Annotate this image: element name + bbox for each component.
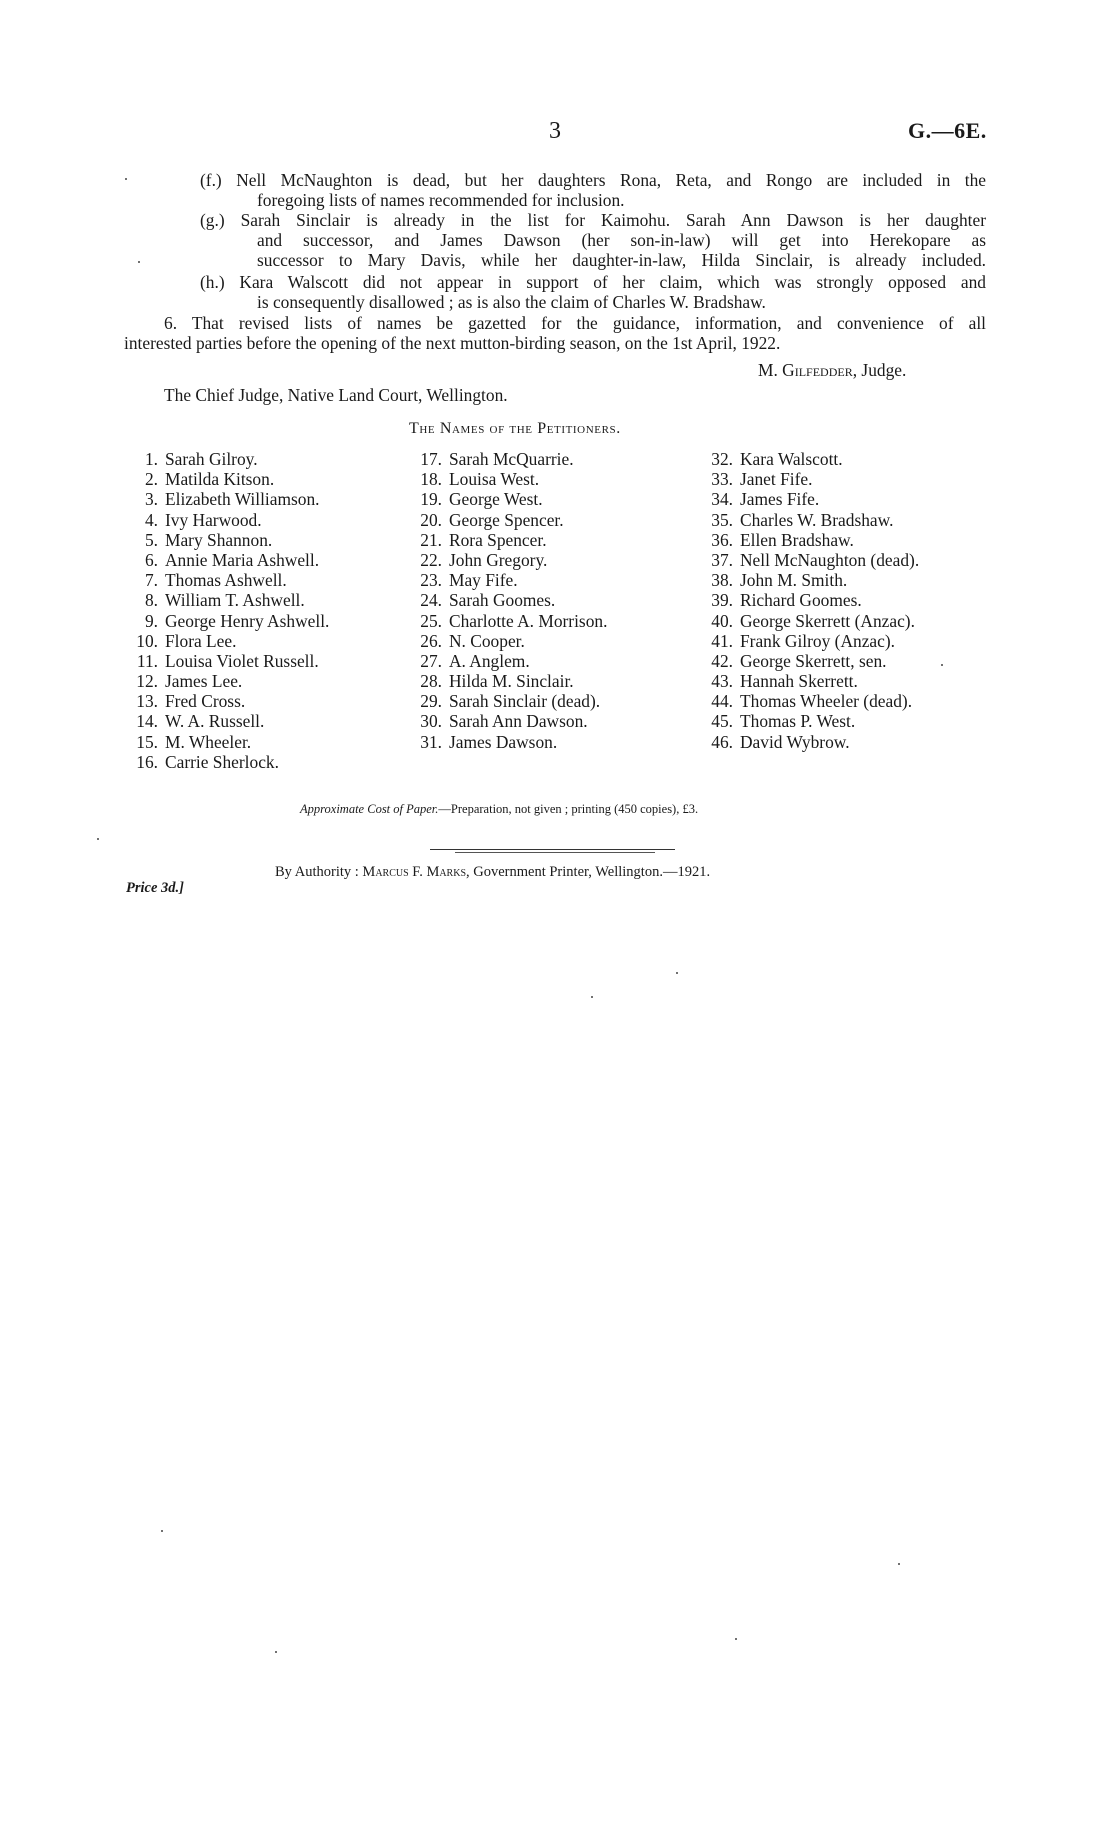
scan-speck [125,178,127,180]
judge-signature [758,360,906,381]
authority-prefix: By Authority : [275,864,363,880]
petitioner-item [688,671,919,691]
petitioner-number: 16. [136,751,158,772]
printer-name: Marcus F. Marks [362,864,467,880]
petitioner-name: Hilda M. Sinclair. [449,671,574,692]
petitioner-number: 22. [420,549,442,570]
paragraph-line: is consequently disallowed ; as is also the claim of Charles W. Bradshaw. [257,292,766,312]
petitioner-item [120,489,329,509]
petitioner-number: 17. [420,449,442,469]
petitioner-name: George West. [449,489,543,510]
petitioner-number: 27. [420,650,442,671]
petitioner-number: 19. [420,489,442,510]
petitioner-number: 38. [711,570,733,591]
petitioner-name: Mary Shannon. [165,529,273,550]
petitioner-number: 26. [420,630,442,651]
petitioner-item [688,550,919,570]
petitioners-column-1 [120,449,329,772]
petitioner-item [402,711,607,731]
petitioner-number: 12. [136,671,158,692]
petitioner-name: Thomas Wheeler (dead). [740,691,913,712]
petitioner-name: Sarah Goomes. [449,590,556,611]
petitioner-number: 1. [144,449,158,469]
petitioner-name: Fred Cross. [165,691,246,712]
petitioner-item [402,510,607,530]
petitioner-name: Frank Gilroy (Anzac). [740,630,896,651]
petitioner-name: Carrie Sherlock. [165,751,279,772]
petitioner-name: James Fife. [740,489,820,510]
petitioner-name: David Wybrow. [740,731,850,752]
scan-speck [898,1563,900,1565]
petitioner-number: 18. [420,469,442,490]
petitioner-item [688,691,919,711]
petitioner-number: 13. [136,691,158,712]
petitioner-name: Annie Maria Ashwell. [165,549,320,570]
petitioner-number: 21. [420,529,442,550]
petitioner-number: 9. [144,610,158,631]
paragraph-line: (f.) Nell McNaughton is dead, but her daughters Rona, Reta, and Rongo are included in the [200,170,986,190]
petitioner-name: Sarah McQuarrie. [449,449,574,469]
petitioner-item [402,530,607,550]
authority-suffix: , Government Printer, Wellington.—1921. [466,864,711,880]
petitioner-name: James Lee. [165,671,243,692]
petitioner-number: 46. [711,731,733,752]
petitioner-item [688,570,919,590]
petitioner-item [120,611,329,631]
petitioner-item [402,671,607,691]
petitioner-item [688,611,919,631]
scan-speck [161,1530,163,1532]
petitioner-item [402,631,607,651]
petitioner-number: 34. [711,489,733,510]
petitioner-name: Janet Fife. [740,469,813,490]
judge-name: Gilfedder [782,360,853,380]
petitioner-item [120,590,329,610]
petitioner-number: 14. [136,711,158,732]
petitioner-name: Flora Lee. [165,630,237,651]
petitioner-item [402,469,607,489]
petitioner-item [402,550,607,570]
petitioner-item [120,732,329,752]
paragraph-6 [124,313,986,353]
petitioner-name: M. Wheeler. [165,731,252,752]
paragraph-h [200,272,986,312]
petitioner-name: Louisa Violet Russell. [165,650,319,671]
paragraph-f [200,170,986,210]
paragraph-line: interested parties before the opening of the next mutton-birding season, on the 1st April, 1922. [124,333,781,353]
petitioner-item [402,651,607,671]
petitioner-item [120,631,329,651]
divider-rule [430,849,675,850]
paragraph-g [200,210,986,270]
petitioner-item [120,469,329,489]
petitioners-column-2 [402,449,607,752]
petitioner-number: 42. [711,650,733,671]
page-number: 3 [549,118,561,144]
petitioner-item [120,530,329,550]
paragraph-line: foregoing lists of names recommended for inclusion. [257,190,625,210]
petitioner-number: 45. [711,711,733,732]
petitioner-name: Nell McNaughton (dead). [740,549,920,570]
petitioner-number: 23. [420,570,442,591]
petitioner-number: 37. [711,549,733,570]
petitioner-name: John Gregory. [449,549,548,570]
paragraph-line: (h.) Kara Walscott did not appear in support of her claim, which was strongly opposed and [200,272,986,292]
petitioner-name: Charles W. Bradshaw. [740,509,894,530]
petitioner-name: Thomas Ashwell. [165,570,287,591]
petitioner-number: 7. [144,570,158,591]
petitioner-number: 11. [136,650,158,671]
petitioner-item [688,469,919,489]
petitioner-number: 36. [711,529,733,550]
petitioner-number: 10. [136,630,158,651]
petitioner-number: 31. [420,731,442,752]
petitioner-number: 20. [420,509,442,530]
document-reference: G.—6E. [908,118,987,143]
petitioner-number: 28. [420,671,442,692]
petitioner-name: Sarah Ann Dawson. [449,711,588,732]
scan-speck [138,261,140,263]
petitioner-name: George Spencer. [449,509,564,530]
petitioner-item [688,732,919,752]
paragraph-line: (g.) Sarah Sinclair is already in the list for Kaimohu. Sarah Ann Dawson is her daughter [200,210,986,230]
petitioner-item [688,651,919,671]
petitioner-number: 39. [711,590,733,611]
petitioner-name: N. Cooper. [449,630,525,651]
petitioner-name: Ivy Harwood. [165,509,262,530]
paragraph-line: and successor, and James Dawson (her son-in-law) will get into Herekopare as [257,230,986,250]
petitioner-name: Elizabeth Williamson. [165,489,320,510]
scan-speck [735,1638,737,1640]
petitioner-name: W. A. Russell. [165,711,265,732]
petitioner-name: Sarah Sinclair (dead). [449,691,601,712]
petitioner-item [688,631,919,651]
petitioner-item [120,510,329,530]
petitioner-name: Matilda Kitson. [165,469,275,490]
petitioner-number: 15. [136,731,158,752]
petitioner-name: Ellen Bradshaw. [740,529,854,550]
petitioner-name: Richard Goomes. [740,590,862,611]
petitioner-item [688,510,919,530]
petitioner-name: George Skerrett, sen. [740,650,887,671]
petitioner-item [402,590,607,610]
petitioner-name: Kara Walscott. [740,449,843,469]
petitioner-item [120,711,329,731]
petitioner-name: May Fife. [449,570,518,591]
petitioner-item [688,711,919,731]
scan-speck [941,664,943,666]
petitioner-item [402,449,607,469]
petitioner-item [120,752,329,772]
petitioner-number: 4. [144,509,158,530]
addressee: The Chief Judge, Native Land Court, Wellington. [164,385,508,405]
paragraph-line: successor to Mary Davis, while her daughter-in-law, Hilda Sinclair, is already included. [257,250,986,270]
petitioner-item [402,489,607,509]
petitioner-number: 33. [711,469,733,490]
petitioner-name: Thomas P. West. [740,711,856,732]
petitioner-number: 30. [420,711,442,732]
petitioner-name: William T. Ashwell. [165,590,305,611]
petitioner-item [402,732,607,752]
petitioner-name: Sarah Gilroy. [165,449,258,469]
petitioner-number: 44. [711,691,733,712]
petitioner-item [120,651,329,671]
petitioner-item [120,570,329,590]
petitioner-name: Rora Spencer. [449,529,547,550]
petitioner-item [402,691,607,711]
printer-authority [275,864,710,881]
petitioners-heading: The Names of the Petitioners. [409,420,621,437]
petitioners-column-3 [688,449,919,752]
scan-speck [591,996,593,998]
petitioner-item [688,590,919,610]
scan-speck [275,1651,277,1653]
petitioner-number: 24. [420,590,442,611]
petitioner-item [120,691,329,711]
scan-speck [97,838,99,840]
signature-prefix: M. [758,360,783,380]
cost-note [300,802,698,817]
cost-text: —Preparation, not given ; printing (450 copies), £3. [438,802,699,816]
petitioner-name: George Henry Ashwell. [165,610,330,631]
cost-label: Approximate Cost of Paper. [300,802,439,816]
petitioner-name: John M. Smith. [740,570,848,591]
petitioner-item [120,449,329,469]
petitioner-item [688,530,919,550]
petitioner-item [402,570,607,590]
petitioner-name: A. Anglem. [449,650,530,671]
petitioner-number: 40. [711,610,733,631]
price-label: Price 3d.] [126,880,184,896]
petitioner-number: 29. [420,691,442,712]
petitioner-item [402,611,607,631]
petitioner-number: 3. [144,489,158,510]
petitioner-number: 25. [420,610,442,631]
paragraph-line: 6. That revised lists of names be gazetted for the guidance, information, and convenience of all [164,313,986,333]
petitioner-item [688,449,919,469]
petitioner-item [120,671,329,691]
petitioner-number: 6. [144,549,158,570]
petitioner-number: 2. [144,469,158,490]
petitioner-name: Charlotte A. Morrison. [449,610,608,631]
signature-suffix: , Judge. [852,360,907,380]
petitioner-item [688,489,919,509]
petitioner-name: George Skerrett (Anzac). [740,610,915,631]
petitioner-number: 41. [711,630,733,651]
petitioner-number: 8. [144,590,158,611]
petitioner-item [120,550,329,570]
petitioner-name: Hannah Skerrett. [740,671,858,692]
scan-speck [676,972,678,974]
petitioner-name: Louisa West. [449,469,540,490]
divider-rule [455,852,655,853]
petitioner-number: 5. [144,529,158,550]
petitioner-number: 43. [711,671,733,692]
petitioner-name: James Dawson. [449,731,558,752]
petitioner-number: 35. [711,509,733,530]
petitioner-number: 32. [711,449,733,469]
